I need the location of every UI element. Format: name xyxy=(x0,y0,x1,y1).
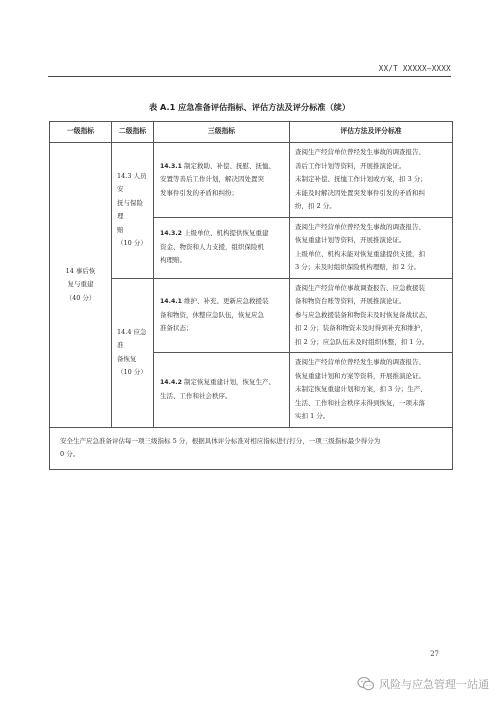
clause-number: 14.4.1 xyxy=(160,298,182,305)
clause-number: 14.4.2 xyxy=(160,379,182,387)
level2-line: （10 分） xyxy=(117,368,147,376)
clause-number: 14.3.2 xyxy=(160,230,182,238)
table-header-row xyxy=(50,122,453,143)
level3-line: 生活、工作和社会秩序。 xyxy=(160,391,232,400)
level3-line: 资金、物资和人力支援，组织保险机 xyxy=(160,242,264,251)
level3-line: 准备状态； xyxy=(160,324,193,332)
method-line: 善后工作计划等资料，开展推演论证。 xyxy=(295,161,406,170)
method-line: 恢复重建计划等资料，开展推演论证。 xyxy=(295,236,406,244)
evaluation-table xyxy=(49,121,453,470)
method-cell xyxy=(290,353,453,428)
level1-indicator-cell xyxy=(50,143,112,428)
level3-line: 安置等善后工作计划，解决因处置突 xyxy=(160,175,264,183)
level3-line: 备和物资，休整应急队伍，恢复应急 xyxy=(160,310,264,319)
level3-line: 14.3.2 上级单位、机构提供恢复重建 xyxy=(160,229,269,238)
document-code: XX/T XXXXX—XXXX xyxy=(378,64,451,73)
method-line: 恢复重建计划和方案等资料，开展推演论证。 xyxy=(295,371,425,380)
level2-line: 14.4 应急准 xyxy=(117,327,147,349)
method-line: 查阅生产经营单位曾经发生事故的调查报告、 xyxy=(295,222,425,231)
clause-number: 14.3.1 xyxy=(160,162,182,170)
watermark xyxy=(357,676,489,692)
table-note-row xyxy=(50,427,453,469)
level3-indicator-cell xyxy=(154,143,290,218)
method-cell xyxy=(290,143,453,218)
method-line: 参与应急救援装备和物资未及时恢复备战状态， xyxy=(295,310,432,319)
method-line: 实扣 1 分。 xyxy=(295,412,330,420)
level3-indicator-cell xyxy=(154,353,290,428)
method-line: 上级单位、机构未能对恢复重建提供支援，扣 xyxy=(295,249,425,258)
column-header-level2: 二级指标 xyxy=(112,122,154,143)
level3-line: 构理赔。 xyxy=(160,256,186,265)
table-title: 表 A.1 应急准备评估指标、评估方法及评分标准（续） xyxy=(148,102,351,112)
method-line: 备和物资台账等资料，开展推演论证。 xyxy=(295,297,406,305)
note-line: 0 分。 xyxy=(60,450,80,458)
column-header-level3: 三级指标 xyxy=(154,122,290,143)
level3-line: 14.4.1 维护、补充、更新应急救援装 xyxy=(160,297,269,305)
method-line: 未制定补偿、抚恤工作计划或方案，扣 3 分； xyxy=(295,175,427,183)
method-line: 扣 2 分；装备和物资未及时得到补充和维护， xyxy=(295,324,427,332)
column-header-method: 评估方法及评分标准 xyxy=(290,122,453,143)
level1-line: （40 分） xyxy=(65,293,96,302)
method-line: 3 分；未及时组织保险机构理赔，扣 2 分。 xyxy=(295,263,420,271)
table-row xyxy=(50,143,453,218)
page-number: 27 xyxy=(430,650,439,658)
level1-line: 复与重建 xyxy=(67,280,94,288)
level2-line: （10 分） xyxy=(117,239,147,248)
method-line: 未能及时解决因处置突发事件引发的矛盾和纠 xyxy=(295,188,425,197)
level2-line: 备恢复 xyxy=(117,354,137,363)
wechat-logo-icon xyxy=(357,676,375,692)
method-line: 查阅生产经营单位曾经发生事故的调查报告、 xyxy=(295,148,425,156)
method-line: 扣 2 分；应急队伍未及时组织休整，扣 1 分。 xyxy=(295,337,429,346)
level2-indicator-cell xyxy=(112,143,154,279)
level2-line: 赔 xyxy=(117,225,124,234)
level3-indicator-cell xyxy=(154,278,290,353)
level2-line: 抚与保险理 xyxy=(117,198,143,221)
method-line: 生活、工作和社会秩序未得到恢复，一项未落 xyxy=(295,398,425,407)
method-cell xyxy=(290,217,453,278)
method-line: 查阅生产经营单位事故调查报告、应急救援装 xyxy=(295,283,425,292)
level1-line: 14 事后恢 xyxy=(65,266,96,275)
level3-line: 14.3.1 制定救助、补偿、抚慰、抚恤、 xyxy=(160,161,276,170)
column-header-level1: 一级指标 xyxy=(50,122,112,143)
header-rule xyxy=(48,76,451,77)
method-line: 未制定恢复重建计划和方案，扣 3 分；生产、 xyxy=(295,385,427,393)
level3-indicator-cell xyxy=(154,217,290,278)
table-note xyxy=(50,427,453,469)
method-line: 查阅生产经营单位曾经发生事故的调查报告、 xyxy=(295,358,425,366)
method-line: 纷，扣 2 分。 xyxy=(295,202,336,210)
level2-line: 14.3 人员安 xyxy=(117,171,147,194)
level2-indicator-cell xyxy=(112,278,154,427)
method-cell xyxy=(290,278,453,353)
note-line: 安全生产应急准备评估每一项三级指标 5 分，根据具体评分标准对相应指标进行打分，一项三级指标最少得分为 xyxy=(60,437,381,445)
level3-line: 14.4.2 制定恢复重建计划，恢复生产、 xyxy=(160,378,276,387)
level3-line: 发事件引发的矛盾和纠纷； xyxy=(160,188,238,197)
watermark-text: 风险与应急管理一站通 xyxy=(379,678,489,691)
